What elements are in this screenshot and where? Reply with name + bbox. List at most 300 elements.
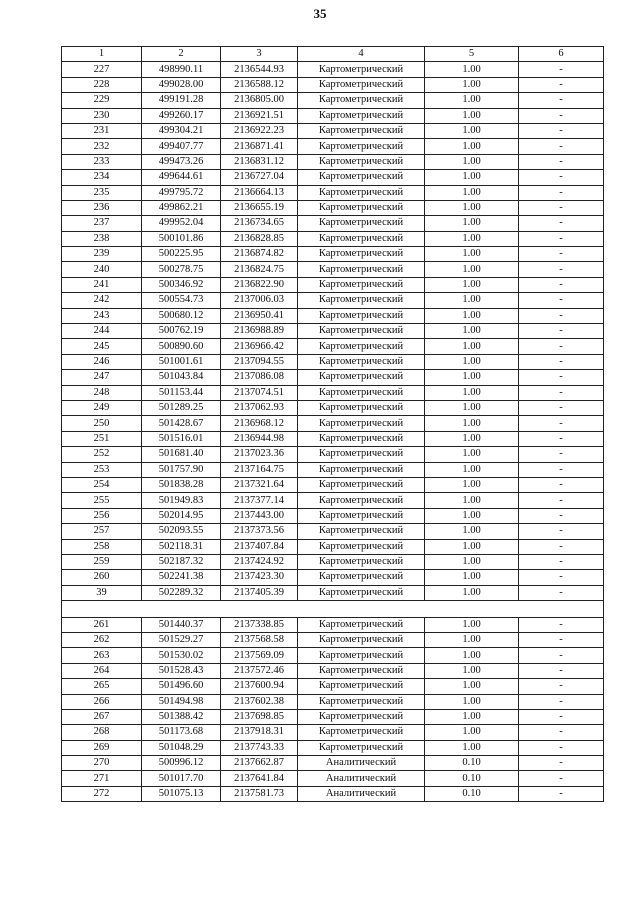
y-coordinate-cell: 2137407.84	[221, 539, 298, 554]
header-cell: 2	[142, 47, 221, 62]
x-coordinate-cell: 501516.01	[142, 431, 221, 446]
method-cell: Картометрический	[298, 339, 425, 354]
x-coordinate-cell: 502187.32	[142, 554, 221, 569]
accuracy-cell: 1.00	[425, 663, 519, 678]
x-coordinate-cell: 501153.44	[142, 385, 221, 400]
point-number-cell: 271	[62, 771, 142, 786]
note-cell: -	[519, 339, 604, 354]
header-cell: 5	[425, 47, 519, 62]
y-coordinate-cell: 2136824.75	[221, 262, 298, 277]
x-coordinate-cell: 499191.28	[142, 93, 221, 108]
x-coordinate-cell: 501043.84	[142, 370, 221, 385]
y-coordinate-cell: 2137918.31	[221, 725, 298, 740]
table-row	[62, 247, 604, 262]
accuracy-cell: 1.00	[425, 709, 519, 724]
method-cell: Картометрический	[298, 477, 425, 492]
table-row	[62, 570, 604, 585]
point-number-cell: 263	[62, 648, 142, 663]
note-cell: -	[519, 786, 604, 801]
y-coordinate-cell: 2137662.87	[221, 756, 298, 771]
coordinates-table	[61, 46, 604, 802]
method-cell: Картометрический	[298, 262, 425, 277]
y-coordinate-cell: 2137377.14	[221, 493, 298, 508]
note-cell: -	[519, 185, 604, 200]
point-number-cell: 250	[62, 416, 142, 431]
table-row	[62, 385, 604, 400]
method-cell: Картометрический	[298, 524, 425, 539]
accuracy-cell: 1.00	[425, 108, 519, 123]
point-number-cell: 253	[62, 462, 142, 477]
accuracy-cell: 1.00	[425, 62, 519, 77]
method-cell: Картометрический	[298, 247, 425, 262]
method-cell: Картометрический	[298, 400, 425, 415]
note-cell: -	[519, 139, 604, 154]
table-row	[62, 617, 604, 632]
table-row	[62, 154, 604, 169]
note-cell: -	[519, 324, 604, 339]
point-number-cell: 252	[62, 447, 142, 462]
note-cell: -	[519, 771, 604, 786]
method-cell: Картометрический	[298, 108, 425, 123]
method-cell: Картометрический	[298, 370, 425, 385]
y-coordinate-cell: 2136874.82	[221, 247, 298, 262]
x-coordinate-cell: 501529.27	[142, 632, 221, 647]
accuracy-cell: 1.00	[425, 585, 519, 600]
note-cell: -	[519, 585, 604, 600]
x-coordinate-cell: 501528.43	[142, 663, 221, 678]
table-row	[62, 77, 604, 92]
note-cell: -	[519, 385, 604, 400]
note-cell: -	[519, 756, 604, 771]
x-coordinate-cell: 502241.38	[142, 570, 221, 585]
point-number-cell: 265	[62, 679, 142, 694]
table-row	[62, 431, 604, 446]
note-cell: -	[519, 663, 604, 678]
point-number-cell: 264	[62, 663, 142, 678]
point-number-cell: 259	[62, 554, 142, 569]
method-cell: Картометрический	[298, 462, 425, 477]
x-coordinate-cell: 501428.67	[142, 416, 221, 431]
header-cell: 1	[62, 47, 142, 62]
method-cell: Картометрический	[298, 570, 425, 585]
table-row	[62, 216, 604, 231]
table-row	[62, 324, 604, 339]
x-coordinate-cell: 501048.29	[142, 740, 221, 755]
note-cell: -	[519, 262, 604, 277]
method-cell: Картометрический	[298, 93, 425, 108]
note-cell: -	[519, 524, 604, 539]
header-cell: 4	[298, 47, 425, 62]
y-coordinate-cell: 2137086.08	[221, 370, 298, 385]
point-number-cell: 229	[62, 93, 142, 108]
y-coordinate-cell: 2136822.90	[221, 277, 298, 292]
method-cell: Картометрический	[298, 385, 425, 400]
y-coordinate-cell: 2136966.42	[221, 339, 298, 354]
y-coordinate-cell: 2137424.92	[221, 554, 298, 569]
accuracy-cell: 1.00	[425, 293, 519, 308]
accuracy-cell: 1.00	[425, 508, 519, 523]
note-cell: -	[519, 77, 604, 92]
point-number-cell: 237	[62, 216, 142, 231]
accuracy-cell: 1.00	[425, 431, 519, 446]
point-number-cell: 247	[62, 370, 142, 385]
accuracy-cell: 1.00	[425, 462, 519, 477]
accuracy-cell: 1.00	[425, 247, 519, 262]
x-coordinate-cell: 502093.55	[142, 524, 221, 539]
method-cell: Картометрический	[298, 585, 425, 600]
group-separator-row	[62, 601, 604, 618]
table-row	[62, 185, 604, 200]
y-coordinate-cell: 2136544.93	[221, 62, 298, 77]
x-coordinate-cell: 499304.21	[142, 123, 221, 138]
point-number-cell: 251	[62, 431, 142, 446]
y-coordinate-cell: 2137572.46	[221, 663, 298, 678]
y-coordinate-cell: 2137094.55	[221, 354, 298, 369]
x-coordinate-cell: 501017.70	[142, 771, 221, 786]
y-coordinate-cell: 2136950.41	[221, 308, 298, 323]
y-coordinate-cell: 2137641.84	[221, 771, 298, 786]
method-cell: Картометрический	[298, 139, 425, 154]
point-number-cell: 232	[62, 139, 142, 154]
note-cell: -	[519, 354, 604, 369]
y-coordinate-cell: 2137074.51	[221, 385, 298, 400]
accuracy-cell: 0.10	[425, 771, 519, 786]
x-coordinate-cell: 500554.73	[142, 293, 221, 308]
point-number-cell: 231	[62, 123, 142, 138]
method-cell: Картометрический	[298, 324, 425, 339]
method-cell: Картометрический	[298, 431, 425, 446]
blank-cell	[62, 601, 604, 618]
accuracy-cell: 1.00	[425, 123, 519, 138]
point-number-cell: 258	[62, 539, 142, 554]
point-number-cell: 262	[62, 632, 142, 647]
method-cell: Картометрический	[298, 663, 425, 678]
header-cell: 6	[519, 47, 604, 62]
note-cell: -	[519, 308, 604, 323]
y-coordinate-cell: 2137062.93	[221, 400, 298, 415]
accuracy-cell: 1.00	[425, 539, 519, 554]
table-row	[62, 771, 604, 786]
point-number-cell: 242	[62, 293, 142, 308]
method-cell: Картометрический	[298, 416, 425, 431]
method-cell: Картометрический	[298, 617, 425, 632]
note-cell: -	[519, 123, 604, 138]
x-coordinate-cell: 499862.21	[142, 200, 221, 215]
accuracy-cell: 1.00	[425, 262, 519, 277]
accuracy-cell: 1.00	[425, 725, 519, 740]
note-cell: -	[519, 570, 604, 585]
table-row	[62, 477, 604, 492]
note-cell: -	[519, 216, 604, 231]
x-coordinate-cell: 501681.40	[142, 447, 221, 462]
x-coordinate-cell: 498990.11	[142, 62, 221, 77]
accuracy-cell: 1.00	[425, 648, 519, 663]
header-cell: 3	[221, 47, 298, 62]
point-number-cell: 256	[62, 508, 142, 523]
table-row	[62, 339, 604, 354]
method-cell: Картометрический	[298, 632, 425, 647]
method-cell: Картометрический	[298, 293, 425, 308]
table-row	[62, 725, 604, 740]
point-number-cell: 255	[62, 493, 142, 508]
table-row	[62, 400, 604, 415]
note-cell: -	[519, 231, 604, 246]
table-row	[62, 679, 604, 694]
y-coordinate-cell: 2136588.12	[221, 77, 298, 92]
x-coordinate-cell: 501530.02	[142, 648, 221, 663]
x-coordinate-cell: 500890.60	[142, 339, 221, 354]
method-cell: Картометрический	[298, 539, 425, 554]
y-coordinate-cell: 2136922.23	[221, 123, 298, 138]
method-cell: Картометрический	[298, 123, 425, 138]
x-coordinate-cell: 499644.61	[142, 170, 221, 185]
accuracy-cell: 1.00	[425, 570, 519, 585]
point-number-cell: 235	[62, 185, 142, 200]
accuracy-cell: 0.10	[425, 756, 519, 771]
x-coordinate-cell: 501075.13	[142, 786, 221, 801]
table-row	[62, 62, 604, 77]
table-row	[62, 493, 604, 508]
method-cell: Аналитический	[298, 756, 425, 771]
y-coordinate-cell: 2137568.58	[221, 632, 298, 647]
accuracy-cell: 1.00	[425, 400, 519, 415]
y-coordinate-cell: 2137405.39	[221, 585, 298, 600]
point-number-cell: 236	[62, 200, 142, 215]
note-cell: -	[519, 679, 604, 694]
accuracy-cell: 1.00	[425, 200, 519, 215]
note-cell: -	[519, 725, 604, 740]
y-coordinate-cell: 2136828.85	[221, 231, 298, 246]
point-number-cell: 239	[62, 247, 142, 262]
note-cell: -	[519, 200, 604, 215]
accuracy-cell: 1.00	[425, 493, 519, 508]
accuracy-cell: 1.00	[425, 524, 519, 539]
x-coordinate-cell: 501496.60	[142, 679, 221, 694]
accuracy-cell: 0.10	[425, 786, 519, 801]
accuracy-cell: 1.00	[425, 277, 519, 292]
table-row	[62, 123, 604, 138]
table-row	[62, 416, 604, 431]
note-cell: -	[519, 93, 604, 108]
accuracy-cell: 1.00	[425, 154, 519, 169]
y-coordinate-cell: 2137023.36	[221, 447, 298, 462]
point-number-cell: 257	[62, 524, 142, 539]
table-row	[62, 200, 604, 215]
x-coordinate-cell: 500225.95	[142, 247, 221, 262]
x-coordinate-cell: 500680.12	[142, 308, 221, 323]
table-row	[62, 694, 604, 709]
accuracy-cell: 1.00	[425, 216, 519, 231]
table-row	[62, 293, 604, 308]
point-number-cell: 233	[62, 154, 142, 169]
table-row	[62, 740, 604, 755]
y-coordinate-cell: 2136921.51	[221, 108, 298, 123]
table-row	[62, 447, 604, 462]
method-cell: Аналитический	[298, 771, 425, 786]
point-number-cell: 272	[62, 786, 142, 801]
table-row	[62, 231, 604, 246]
point-number-cell: 249	[62, 400, 142, 415]
note-cell: -	[519, 539, 604, 554]
accuracy-cell: 1.00	[425, 339, 519, 354]
y-coordinate-cell: 2136805.00	[221, 93, 298, 108]
table-row	[62, 585, 604, 600]
note-cell: -	[519, 740, 604, 755]
table-row	[62, 709, 604, 724]
note-cell: -	[519, 709, 604, 724]
x-coordinate-cell: 501289.25	[142, 400, 221, 415]
note-cell: -	[519, 462, 604, 477]
table-row	[62, 277, 604, 292]
x-coordinate-cell: 501949.83	[142, 493, 221, 508]
note-cell: -	[519, 431, 604, 446]
table-row	[62, 756, 604, 771]
accuracy-cell: 1.00	[425, 185, 519, 200]
accuracy-cell: 1.00	[425, 139, 519, 154]
method-cell: Картометрический	[298, 77, 425, 92]
method-cell: Картометрический	[298, 508, 425, 523]
y-coordinate-cell: 2137600.94	[221, 679, 298, 694]
method-cell: Картометрический	[298, 277, 425, 292]
point-number-cell: 254	[62, 477, 142, 492]
accuracy-cell: 1.00	[425, 554, 519, 569]
x-coordinate-cell: 501173.68	[142, 725, 221, 740]
note-cell: -	[519, 694, 604, 709]
x-coordinate-cell: 499473.26	[142, 154, 221, 169]
note-cell: -	[519, 277, 604, 292]
point-number-cell: 267	[62, 709, 142, 724]
x-coordinate-cell: 501757.90	[142, 462, 221, 477]
note-cell: -	[519, 617, 604, 632]
method-cell: Картометрический	[298, 554, 425, 569]
accuracy-cell: 1.00	[425, 477, 519, 492]
x-coordinate-cell: 502289.32	[142, 585, 221, 600]
note-cell: -	[519, 370, 604, 385]
method-cell: Картометрический	[298, 200, 425, 215]
accuracy-cell: 1.00	[425, 632, 519, 647]
table-row	[62, 108, 604, 123]
method-cell: Картометрический	[298, 231, 425, 246]
y-coordinate-cell: 2137698.85	[221, 709, 298, 724]
point-number-cell: 234	[62, 170, 142, 185]
table-row	[62, 632, 604, 647]
note-cell: -	[519, 293, 604, 308]
y-coordinate-cell: 2137006.03	[221, 293, 298, 308]
x-coordinate-cell: 500762.19	[142, 324, 221, 339]
point-number-cell: 248	[62, 385, 142, 400]
table-row	[62, 308, 604, 323]
x-coordinate-cell: 501440.37	[142, 617, 221, 632]
x-coordinate-cell: 499952.04	[142, 216, 221, 231]
note-cell: -	[519, 247, 604, 262]
method-cell: Картометрический	[298, 185, 425, 200]
point-number-cell: 238	[62, 231, 142, 246]
note-cell: -	[519, 62, 604, 77]
point-number-cell: 230	[62, 108, 142, 123]
method-cell: Картометрический	[298, 493, 425, 508]
point-number-cell: 243	[62, 308, 142, 323]
table-row	[62, 462, 604, 477]
y-coordinate-cell: 2136734.65	[221, 216, 298, 231]
method-cell: Картометрический	[298, 725, 425, 740]
note-cell: -	[519, 477, 604, 492]
table-body	[62, 47, 604, 802]
y-coordinate-cell: 2136988.89	[221, 324, 298, 339]
page-number: 35	[313, 6, 327, 21]
table-row	[62, 786, 604, 801]
accuracy-cell: 1.00	[425, 308, 519, 323]
method-cell: Картометрический	[298, 648, 425, 663]
table-row	[62, 508, 604, 523]
x-coordinate-cell: 499028.00	[142, 77, 221, 92]
y-coordinate-cell: 2137373.56	[221, 524, 298, 539]
table-row	[62, 539, 604, 554]
method-cell: Картометрический	[298, 447, 425, 462]
method-cell: Картометрический	[298, 694, 425, 709]
table-row	[62, 262, 604, 277]
y-coordinate-cell: 2136944.98	[221, 431, 298, 446]
note-cell: -	[519, 400, 604, 415]
note-cell: -	[519, 648, 604, 663]
table-row	[62, 663, 604, 678]
accuracy-cell: 1.00	[425, 416, 519, 431]
point-number-cell: 228	[62, 77, 142, 92]
note-cell: -	[519, 554, 604, 569]
y-coordinate-cell: 2137423.30	[221, 570, 298, 585]
note-cell: -	[519, 416, 604, 431]
note-cell: -	[519, 108, 604, 123]
y-coordinate-cell: 2137321.64	[221, 477, 298, 492]
table-row	[62, 524, 604, 539]
y-coordinate-cell: 2136727.04	[221, 170, 298, 185]
accuracy-cell: 1.00	[425, 694, 519, 709]
method-cell: Картометрический	[298, 154, 425, 169]
table-row	[62, 554, 604, 569]
x-coordinate-cell: 502118.31	[142, 539, 221, 554]
y-coordinate-cell: 2137338.85	[221, 617, 298, 632]
accuracy-cell: 1.00	[425, 93, 519, 108]
point-number-cell: 269	[62, 740, 142, 755]
table-row	[62, 354, 604, 369]
method-cell: Картометрический	[298, 740, 425, 755]
table-row	[62, 139, 604, 154]
point-number-cell: 241	[62, 277, 142, 292]
y-coordinate-cell: 2136871.41	[221, 139, 298, 154]
x-coordinate-cell: 500101.86	[142, 231, 221, 246]
y-coordinate-cell: 2137602.38	[221, 694, 298, 709]
method-cell: Картометрический	[298, 679, 425, 694]
y-coordinate-cell: 2137743.33	[221, 740, 298, 755]
point-number-cell: 260	[62, 570, 142, 585]
y-coordinate-cell: 2137164.75	[221, 462, 298, 477]
x-coordinate-cell: 502014.95	[142, 508, 221, 523]
table-header-row	[62, 47, 604, 62]
y-coordinate-cell: 2136664.13	[221, 185, 298, 200]
x-coordinate-cell: 501388.42	[142, 709, 221, 724]
accuracy-cell: 1.00	[425, 354, 519, 369]
point-number-cell: 268	[62, 725, 142, 740]
method-cell: Картометрический	[298, 354, 425, 369]
method-cell: Картометрический	[298, 709, 425, 724]
note-cell: -	[519, 154, 604, 169]
note-cell: -	[519, 493, 604, 508]
point-number-cell: 270	[62, 756, 142, 771]
x-coordinate-cell: 500278.75	[142, 262, 221, 277]
y-coordinate-cell: 2137569.09	[221, 648, 298, 663]
y-coordinate-cell: 2136968.12	[221, 416, 298, 431]
accuracy-cell: 1.00	[425, 231, 519, 246]
x-coordinate-cell: 501494.98	[142, 694, 221, 709]
